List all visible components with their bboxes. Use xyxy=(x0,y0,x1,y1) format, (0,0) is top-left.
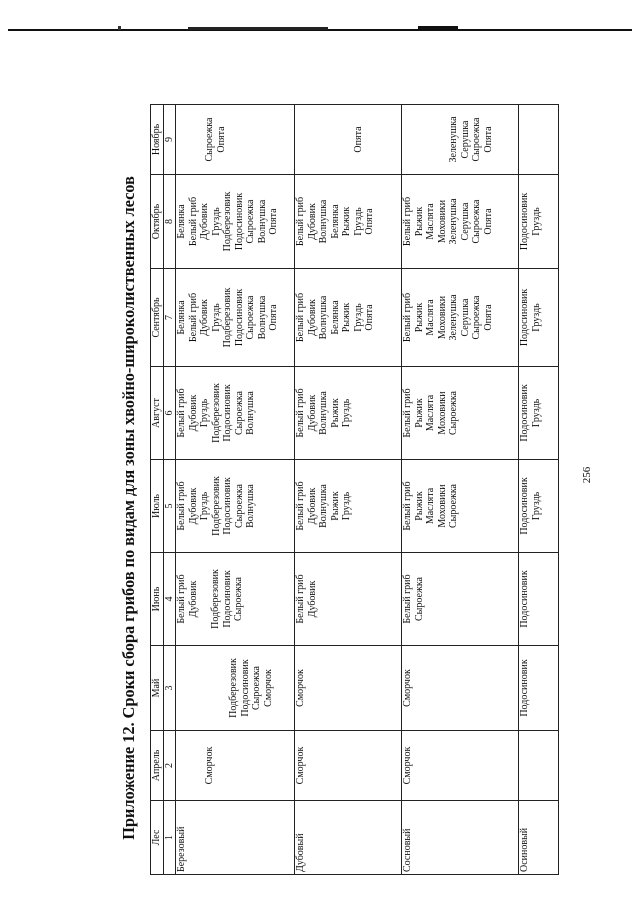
header-november: Ноябрь xyxy=(151,105,164,175)
header-october: Октябрь xyxy=(151,175,164,269)
mushroom-name: Груздь xyxy=(199,491,210,521)
mushroom-name: Дубовик xyxy=(199,299,210,336)
mushroom-name: Подосиновик xyxy=(222,384,233,442)
cell-april xyxy=(176,731,295,801)
forest-cell: Дубовый xyxy=(295,801,402,875)
cell-july xyxy=(295,460,402,553)
mushroom-name: Дубовик xyxy=(306,394,318,432)
mushroom-name: Серушка xyxy=(459,298,471,337)
mushroom-name: Белый гриб xyxy=(295,196,307,247)
cell-april xyxy=(519,731,559,801)
mushroom-name: Сыроежка xyxy=(471,295,483,340)
cell-may xyxy=(295,646,402,731)
forest-cell: Осиновый xyxy=(519,801,559,875)
mushroom-name: Сыроежка xyxy=(471,117,483,162)
mushroom-name: Серушка xyxy=(459,120,471,159)
mushroom-name: Груздь xyxy=(530,303,542,332)
cell-may xyxy=(519,646,559,731)
mushroom-name: Опята xyxy=(482,208,494,235)
mushroom-name: Подосиновик xyxy=(239,659,251,717)
cell-october xyxy=(519,175,559,269)
mushroom-name: Подосиновик xyxy=(519,192,531,251)
column-number-row xyxy=(164,105,176,875)
mushroom-name: Рыжик xyxy=(329,491,341,521)
cell-august xyxy=(519,367,559,460)
column-number: 6 xyxy=(164,367,176,460)
mushroom-name: Сыроежка xyxy=(233,484,245,529)
cell-september xyxy=(295,269,402,367)
mushroom-name: Груздь xyxy=(352,207,364,236)
mushroom-name: Белый гриб xyxy=(176,388,187,438)
mushroom-name: Белянка xyxy=(176,300,187,335)
mushroom-name: Подберезовик xyxy=(228,658,239,718)
cell-june xyxy=(519,553,559,646)
mushroom-name: Сыроежка xyxy=(413,577,425,622)
mushroom-name: Маслята xyxy=(425,487,437,525)
cell-november xyxy=(519,105,559,175)
mushroom-name: Зеленушка xyxy=(448,198,460,245)
mushroom-name: Волнушка xyxy=(318,391,330,435)
cell-april xyxy=(295,731,402,801)
title-container xyxy=(118,135,140,881)
mushroom-name: Белянка xyxy=(329,204,341,239)
mushroom-name: Рыжик xyxy=(413,302,425,333)
mushroom-name: Моховики xyxy=(436,484,448,528)
harvest-table xyxy=(150,104,559,875)
mushroom-name: Опята xyxy=(268,304,279,331)
mushroom-name: Подберезовик xyxy=(210,383,222,443)
cell-october xyxy=(176,175,295,269)
mushroom-name: Подосиновик xyxy=(221,570,233,628)
table-row xyxy=(295,105,402,875)
mushroom-name: Груздь xyxy=(530,491,542,521)
mushroom-name: Сыроежка xyxy=(471,199,483,244)
mushroom-name: Груздь xyxy=(352,303,364,332)
mushroom-name: Сыроежка xyxy=(245,199,256,244)
mushroom-name: Белый гриб xyxy=(402,574,414,624)
cell-august xyxy=(402,367,519,460)
table-row xyxy=(519,105,559,875)
mushroom-name: Подосиновик xyxy=(519,384,531,442)
cell-november xyxy=(176,105,295,175)
mushroom-name: Сморчок xyxy=(295,669,307,707)
mushroom-name: Рыжик xyxy=(329,398,341,428)
column-number: 8 xyxy=(164,175,176,269)
header-forest: Лес xyxy=(151,801,164,875)
mushroom-name: Сыроежка xyxy=(448,391,460,436)
mushroom-name: Подберезовик xyxy=(222,191,233,252)
mushroom-name: Моховики xyxy=(436,295,448,340)
mushroom-name: Моховики xyxy=(436,199,448,244)
mushroom-name: Подосиновик xyxy=(519,570,531,628)
mushroom-name: Дубовик xyxy=(306,203,318,240)
cell-august xyxy=(176,367,295,460)
cell-august xyxy=(295,367,402,460)
cell-september xyxy=(176,269,295,367)
cell-may xyxy=(176,646,295,731)
cell-july xyxy=(519,460,559,553)
mushroom-name: Белый гриб xyxy=(295,292,307,343)
mushroom-name: Опята xyxy=(268,208,279,235)
page-title: Приложение 12. Сроки сбора грибов по видам для зоны хвойно-широколиственных лесов xyxy=(119,176,138,840)
mushroom-name: Рыжик xyxy=(341,302,353,333)
header-april: Апрель xyxy=(151,731,164,801)
cell-june xyxy=(295,553,402,646)
mushroom-name: Сыроежка xyxy=(233,391,245,436)
mushroom-name: Груздь xyxy=(341,491,353,521)
cell-september xyxy=(519,269,559,367)
mushroom-name: Опята xyxy=(482,126,494,153)
column-number: 5 xyxy=(164,460,176,553)
mushroom-name: Груздь xyxy=(530,207,542,236)
forest-cell: Сосновый xyxy=(402,801,519,875)
mushroom-name: Белый гриб xyxy=(187,196,199,247)
cell-september xyxy=(402,269,519,367)
column-number: 9 xyxy=(164,105,176,175)
mushroom-name: Подосиновик xyxy=(233,288,245,347)
mushroom-name: Опята xyxy=(364,208,376,235)
cell-june xyxy=(402,553,519,646)
mushroom-name: Подберезовик xyxy=(210,569,221,629)
mushroom-name: Белый гриб xyxy=(402,388,414,438)
mushroom-name: Белый гриб xyxy=(295,481,307,531)
header-june: Июнь xyxy=(151,553,164,646)
table-row xyxy=(176,105,295,875)
mushroom-name: Подберезовик xyxy=(210,476,222,536)
mushroom-name: Груздь xyxy=(210,303,222,332)
cell-october xyxy=(402,175,519,269)
mushroom-name: Сыроежка xyxy=(204,117,215,162)
mushroom-name: Сыроежка xyxy=(448,484,460,529)
mushroom-name: Подосиновик xyxy=(519,659,531,717)
mushroom-name: Сыроежка xyxy=(233,577,244,622)
mushroom-name: Опята xyxy=(364,304,376,331)
mushroom-name: Подосиновик xyxy=(233,192,245,251)
header-august: Август xyxy=(151,367,164,460)
mushroom-name: Подосиновик xyxy=(519,477,531,535)
mushroom-name: Подосиновик xyxy=(222,477,233,535)
mushroom-name: Волнушка xyxy=(245,391,256,435)
table-container xyxy=(150,105,559,875)
mushroom-name: Маслята xyxy=(425,203,437,240)
mushroom-name: Дубовик xyxy=(306,580,318,618)
cell-november xyxy=(402,105,519,175)
mushroom-name: Белый гриб xyxy=(187,292,199,343)
mushroom-name: Сморчок xyxy=(295,746,307,785)
mushroom-name: Белый гриб xyxy=(295,574,307,624)
header-july: Июль xyxy=(151,460,164,553)
column-number: 4 xyxy=(164,553,176,646)
mushroom-name: Волнушка xyxy=(256,295,268,340)
cell-november xyxy=(295,105,402,175)
mushroom-name: Маслята xyxy=(425,394,437,432)
mushroom-name: Волнушка xyxy=(318,295,330,340)
page-number: 256 xyxy=(581,466,593,484)
mushroom-name: Дубовик xyxy=(306,487,318,525)
mushroom-name: Волнушка xyxy=(256,199,268,244)
mushroom-name: Серушка xyxy=(459,202,471,241)
mushroom-name: Груздь xyxy=(199,398,210,428)
mushroom-name: Груздь xyxy=(210,207,222,236)
column-number: 2 xyxy=(164,731,176,801)
mushroom-name: Зеленушка xyxy=(448,294,460,341)
mushroom-name: Сморчок xyxy=(402,746,414,785)
mushroom-name: Белый гриб xyxy=(402,481,414,531)
mushroom-name: Дубовик xyxy=(187,394,199,432)
mushroom-name: Дубовик xyxy=(199,203,210,240)
mushroom-name: Рыжик xyxy=(413,398,425,428)
mushroom-name: Белый гриб xyxy=(402,292,414,343)
mushroom-name: Опята xyxy=(482,304,494,331)
table-row xyxy=(402,105,519,875)
mushroom-name: Сыроежка xyxy=(251,666,262,711)
table-body xyxy=(176,105,559,875)
mushroom-name: Маслята xyxy=(425,299,437,336)
cell-may xyxy=(402,646,519,731)
forest-cell: Березовый xyxy=(176,801,295,875)
header-may: Май xyxy=(151,646,164,731)
mushroom-name: Дубовик xyxy=(187,487,199,525)
cell-july xyxy=(176,460,295,553)
mushroom-name: Груздь xyxy=(530,398,542,428)
mushroom-name: Волнушка xyxy=(318,199,330,244)
cell-october xyxy=(295,175,402,269)
mushroom-name: Рыжик xyxy=(413,491,425,521)
mushroom-name: Белянка xyxy=(329,300,341,335)
cell-june xyxy=(176,553,295,646)
header-september: Сентябрь xyxy=(151,269,164,367)
scan-edge-line xyxy=(8,26,632,32)
mushroom-name: Подберезовик xyxy=(222,287,233,348)
cell-july xyxy=(402,460,519,553)
mushroom-name: Волнушка xyxy=(318,484,330,528)
mushroom-name: Белый гриб xyxy=(295,388,307,438)
mushroom-name: Рыжик xyxy=(413,206,425,237)
mushroom-name: Дубовик xyxy=(187,580,199,618)
mushroom-name: Белый гриб xyxy=(402,196,414,247)
mushroom-name: Белый гриб xyxy=(176,481,187,531)
header-row xyxy=(151,105,164,875)
mushroom-name: Дубовик xyxy=(306,299,318,336)
mushroom-name: Сморчок xyxy=(402,669,414,707)
mushroom-name: Моховики xyxy=(436,391,448,435)
cell-april xyxy=(402,731,519,801)
mushroom-name: Сморчок xyxy=(204,746,215,785)
mushroom-name: Сыроежка xyxy=(245,295,256,340)
mushroom-name: Волнушка xyxy=(245,484,256,528)
mushroom-name: Белянка xyxy=(176,204,187,239)
mushroom-name: Зеленушка xyxy=(448,116,460,163)
mushroom-name: Рыжик xyxy=(341,206,353,237)
column-number: 1 xyxy=(164,801,176,875)
mushroom-name: Опята xyxy=(215,126,227,153)
mushroom-name: Опята xyxy=(353,126,365,153)
column-number: 3 xyxy=(164,646,176,731)
mushroom-name: Груздь xyxy=(341,398,353,428)
mushroom-name: Белый гриб xyxy=(176,574,187,624)
mushroom-name: Подосиновик xyxy=(519,288,531,347)
column-number: 7 xyxy=(164,269,176,367)
mushroom-name: Сморчок xyxy=(262,669,274,707)
